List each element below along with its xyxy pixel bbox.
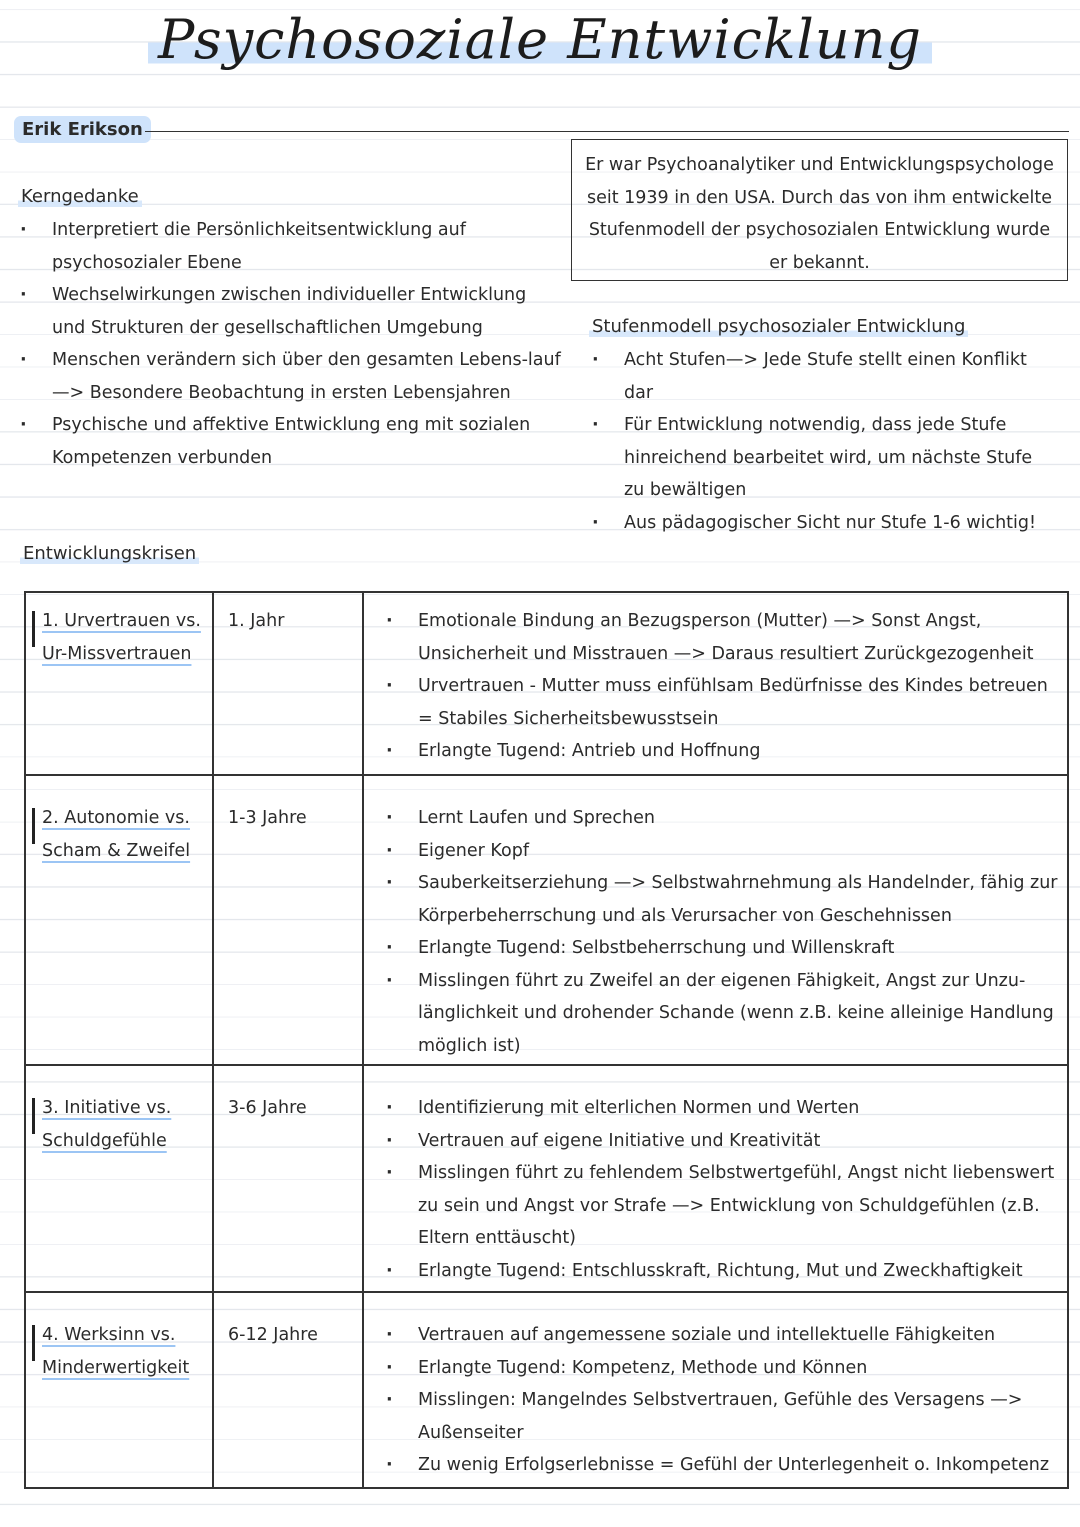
table-row (26, 1291, 1067, 1487)
stage-age: 6-12 Jahre (228, 1325, 318, 1345)
stage-cell (26, 1066, 214, 1291)
list-item: · Interpretiert die Persönlichkeitsentwicklung auf psychosozialer Ebene (20, 214, 565, 279)
stage-title: Ur-Missvertrauen (42, 643, 192, 664)
exclamation-mark (32, 611, 35, 647)
stage-cell (26, 1293, 214, 1487)
stage-title: Scham & Zweifel (42, 840, 191, 861)
list-item: · Misslingen führt zu fehlendem Selbstwertgefühl, Angst nicht liebenswert zu sein und Angst vor Strafe —> Entwicklung von Schuldgefühlen (z.B. Eltern enttäuscht) (386, 1157, 1063, 1255)
list-item: · Vertrauen auf angemessene soziale und intellektuelle Fähigkeiten (386, 1319, 1063, 1352)
list-item: · Identifizierung mit elterlichen Normen und Werten (386, 1092, 1063, 1125)
list-item: · Psychische und affektive Entwicklung eng mit sozialen Kompetenzen verbunden (20, 409, 565, 474)
list-item: · Wechselwirkungen zwischen individueller Entwicklung und Strukturen der gesellschaftlichen Umgebung (20, 279, 565, 344)
stage-title: 3. Initiative vs. (42, 1098, 172, 1118)
table-row (26, 774, 1067, 1064)
table-row (26, 593, 1067, 774)
list-item: · Vertrauen auf eigene Initiative und Kreativität (386, 1125, 1063, 1158)
list-item: · Erlangte Tugend: Selbstbeherrschung und Willenskraft (386, 932, 1063, 965)
list-item: · Misslingen: Mangelndes Selbstvertrauen, Gefühle des Versagens —> Außenseiter (386, 1384, 1063, 1449)
stage-title: 2. Autonomie vs. (42, 808, 190, 828)
list-item: · Misslingen führt zu Zweifel an der eigenen Fähigkeit, Angst zur Unzu-länglichkeit und drohender Schande (wenn z.B. keine alleinige Handlung möglich ist) (386, 965, 1063, 1063)
stages-table (24, 591, 1069, 1489)
age-cell (214, 1066, 364, 1291)
list-item: · Aus pädagogischer Sicht nur Stufe 1-6 wichtig! (592, 507, 1052, 540)
stage-title: Minderwertigkeit (42, 1357, 190, 1378)
details-cell (386, 1319, 1063, 1482)
details-cell (386, 802, 1063, 1062)
age-cell (214, 1293, 364, 1487)
details-cell (386, 1092, 1063, 1287)
stage-age: 3-6 Jahre (228, 1098, 307, 1118)
list-item: · Erlangte Tugend: Entschlusskraft, Richtung, Mut und Zweckhaftigkeit (386, 1255, 1063, 1288)
info-box: Er war Psychoanalytiker und Entwicklungspsychologe seit 1939 in den USA. Durch das von ihm entwickelte Stufenmodell der psychosozialen Entwicklung wurde er bekannt. (571, 139, 1068, 281)
list-item: · Zu wenig Erfolgserlebnisse = Gefühl der Unterlegenheit o. Inkompetenz (386, 1449, 1063, 1482)
kerngedanke-list (20, 214, 565, 474)
stage-cell (26, 593, 214, 774)
list-item: · Für Entwicklung notwendig, dass jede Stufe hinreichend bearbeitet wird, um nächste Stufe zu bewältigen (592, 409, 1052, 507)
stage-cell (26, 776, 214, 1064)
stage-title: Schuldgefühle (42, 1130, 167, 1151)
list-item: · Eigener Kopf (386, 835, 1063, 868)
stage-title: 1. Urvertrauen vs. (42, 611, 201, 631)
stufenmodell-heading: Stufenmodell psychosozialer Entwicklung (589, 316, 968, 337)
list-item: · Menschen verändern sich über den gesamten Lebens-lauf —> Besondere Beobachtung in ersten Lebensjahren (20, 344, 565, 409)
list-item: · Erlangte Tugend: Antrieb und Hoffnung (386, 735, 1063, 768)
list-item: · Acht Stufen—> Jede Stufe stellt einen Konflikt dar (592, 344, 1052, 409)
stage-age: 1. Jahr (228, 611, 285, 631)
exclamation-mark (32, 808, 35, 844)
exclamation-mark (32, 1098, 35, 1134)
author-tag: Erik Erikson (14, 116, 151, 143)
details-cell (386, 605, 1063, 768)
list-item: · Lernt Laufen und Sprechen (386, 802, 1063, 835)
list-item: · Sauberkeitserziehung —> Selbstwahrnehmung als Handelnder, fähig zur Körperbeherrschung und als Verursacher von Geschehnissen (386, 867, 1063, 932)
page-title: Psychosoziale Entwicklung (0, 8, 1080, 71)
kerngedanke-heading: Kerngedanke (18, 186, 142, 207)
krisen-heading: Entwicklungskrisen (20, 543, 199, 564)
stage-age: 1-3 Jahre (228, 808, 307, 828)
list-item: · Emotionale Bindung an Bezugsperson (Mutter) —> Sonst Angst, Unsicherheit und Misstrauen —> Daraus resultiert Zurückgezogenheit (386, 605, 1063, 670)
stage-title: 4. Werksinn vs. (42, 1325, 176, 1345)
exclamation-mark (32, 1325, 35, 1361)
list-item: · Erlangte Tugend: Kompetenz, Methode und Können (386, 1352, 1063, 1385)
age-cell (214, 593, 364, 774)
table-row (26, 1064, 1067, 1291)
list-item: · Urvertrauen - Mutter muss einfühlsam Bedürfnisse des Kindes betreuen = Stabiles Sicherheitsbewusstsein (386, 670, 1063, 735)
divider (145, 131, 1069, 132)
age-cell (214, 776, 364, 1064)
stufenmodell-list (592, 344, 1052, 539)
